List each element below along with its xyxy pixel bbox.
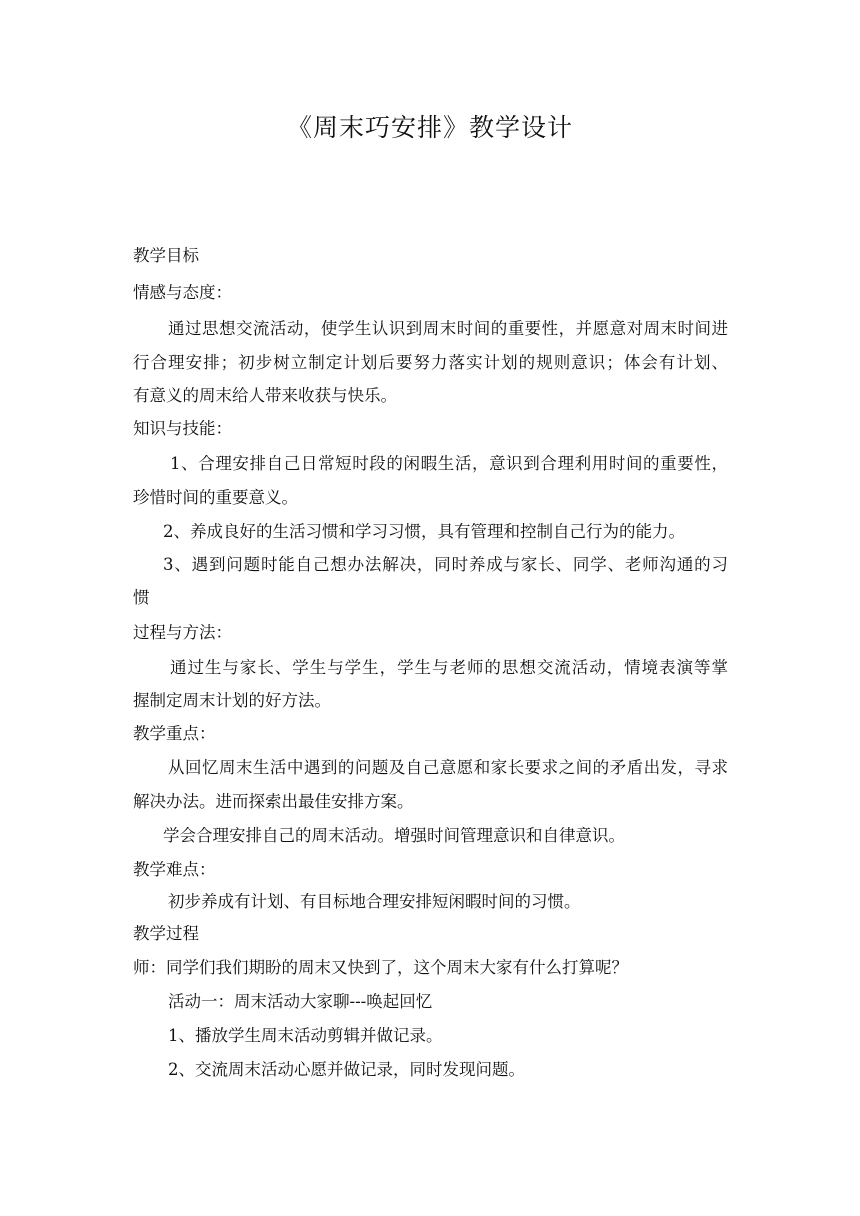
list-item-3: 3、遇到问题时能自己想办法解决，同时养成与家长、同学、老师沟通的习 [163, 555, 728, 574]
activity-step-1: 1、播放学生周末活动剪辑并做记录。 [168, 1026, 443, 1045]
heading-teaching-process: 教学过程 [133, 924, 199, 943]
paragraph-line: 有意义的周末给人带来收获与快乐。 [133, 386, 397, 405]
paragraph-line: 通过生与家长、学生与学生，学生与老师的思想交流活动，情境表演等掌 [170, 658, 728, 677]
subheading-key-points: 教学重点： [133, 724, 216, 743]
subheading-knowledge-skills: 知识与技能： [133, 419, 232, 438]
paragraph-line: 初步养成有计划、有目标地合理安排短闲暇时间的习惯。 [168, 892, 581, 911]
teacher-line: 师：同学们我们期盼的周末又快到了，这个周末大家有什么打算呢？ [133, 958, 628, 977]
list-item-1: 1、合理安排自己日常短时段的闲暇生活，意识到合理利用时间的重要性， [170, 454, 728, 473]
list-item-3-continued: 惯 [133, 588, 150, 607]
heading-teaching-goals: 教学目标 [133, 246, 199, 265]
subheading-emotion-attitude: 情感与态度： [133, 283, 232, 302]
activity-one-heading: 活动一：周末活动大家聊---唤起回忆 [168, 992, 433, 1011]
list-item-1-continued: 珍惜时间的重要意义。 [133, 488, 298, 507]
subheading-difficulties: 教学难点： [133, 860, 216, 879]
paragraph-line: 通过思想交流活动，使学生认识到周末时间的重要性，并愿意对周末时间进 [168, 319, 728, 338]
document-title: 《周末巧安排》教学设计 [286, 113, 573, 142]
paragraph-line: 学会合理安排自己的周末活动。增强时间管理意识和自律意识。 [163, 826, 625, 845]
subheading-process-method: 过程与方法： [133, 623, 232, 642]
paragraph-line: 行合理安排；初步树立制定计划后要努力落实计划的规则意识；体会有计划、 [133, 353, 728, 372]
list-item-2: 2、养成良好的生活习惯和学习习惯，具有管理和控制自己行为的能力。 [163, 522, 685, 541]
paragraph-line: 握制定周末计划的好方法。 [133, 691, 331, 710]
paragraph-line: 从回忆周末生活中遇到的问题及自己意愿和家长要求之间的矛盾出发，寻求 [168, 758, 728, 777]
activity-step-2: 2、交流周末活动心愿并做记录，同时发现问题。 [168, 1060, 525, 1079]
paragraph-line: 解决办法。进而探索出最佳安排方案。 [133, 792, 414, 811]
